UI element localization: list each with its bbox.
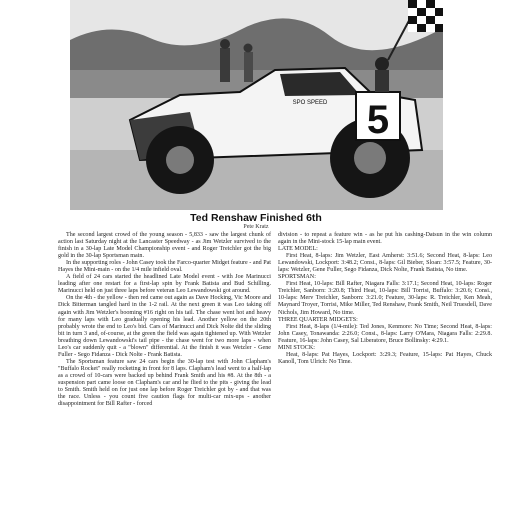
photo-drawing [70,0,443,210]
paragraph: division - to repeat a feature win - as he put his cashing-Datsun in the win column again in the Mini-stock 15-lap main event. [278,232,492,246]
car-number-text: 5 [366,98,390,142]
paragraph: In the supporting roles - John Casey took the Farco-quarter Midget feature - and Pat Hayes the Mini-main - on the 1/4 mile infield oval. [58,260,271,274]
paragraph: On the 4th - the yellow - then red came out again as Dave Hocking, Vic Moore and Dick Bitterman tangled hard in the 1-2 rail. At the next green it was Leo taking off again with Jim Wetzler's booming #16 right on his tail. The chase went hot and heavy for many laps with Leo gradually opening his lead. Another yellow on the 20th probably wrote the end to Leo's bid. Cars of Marinucci and Dick Nolte did the sliding bit in turn 3 and, of-course, at the green the field was again tightened up. With Wetzler breathing down Lewandowski's tail pipe - the chase went for two more laps - when Leo's car suddenly quit - a "blown" differential. At the finish it was Wetzler - Gene Fuller - Sego Fidanza - Dick Nolte - Frank Batista. [58,295,271,358]
paragraph: The Sportsman feature saw 24 cars begin the 30-lap test with John Clapham's "Buffalo Rocket" really rocketing in front for 8 laps. Clapham's lead went to a half-lap as a crowd of 10-cars were backed up behind Frank Smith and his #8. At the 8th - a suspension part came loose on Clapham's car and he flied to the pits - giving the lead to Smith. Smith held on for just one lap before Roger Treichler got by - and that was the race. Unless - you count five caution flags for multi-car mix-ups - another disappointment for Bill Rafter - forced [58,358,271,408]
results-heading: LATE MODEL: [278,246,318,253]
results-paragraph: First Heat, 8-laps (1/4-mile): Ted Jones, Kenmore: No Time; Second Heat, 8-laps: John Casey, Tonawanda: 2:26.0; Consi., 8-laps: Larry O'Mara, Niagara Falls: 2:29.8. Feature, 16-laps: John Casey, Sal Liberatore, Bruce Bollinsky: 4:29.1. [278,323,492,344]
paragraph: A field of 24 cars started the headlined Late Model event - with Joe Marinucci leading after one restart for a first-lap spin by Frank Batista and Bud Schilling. Marinucci held on just three laps before veteran Leo Lewandowski got around. [58,274,271,295]
photo-caption: Ted Renshaw Finished 6th [190,212,322,224]
race-car-photo [70,0,443,210]
results-paragraph: Heat, 8-laps: Pat Hayes, Lockport: 3:29.3; Feature, 15-laps: Pat Hayes, Chuck Kanoll, Tom Ulrich: No Time. [278,351,492,365]
paragraph: The second largest crowd of the young season - 5,833 - saw the largest chunk of action last Saturday night at the Lancaster Speedway - as Jim Wetzler survived to the finish in a 30-lap Late Model Championship event - and Roger Treichler got the big gold in the 30-lap Sportsman main. [58,232,271,260]
results-heading: THREE QUARTER MIDGETS: [278,316,358,323]
car-lettering-text: SPO SPEED [292,100,328,106]
results-paragraph: First Heat, 8-laps: Jim Wetzler, East Amherst: 3:51.6; Second Heat, 8-laps: Leo Lewandowski, Lockport: 3:48.2; Consi., 8-laps: Gil Bieber, Sloan: 3:57.5; Feature, 30-laps: Wetzler, Gene Fuller, Sego Fidanza, Dick Nolte, Frank Batista, No time. [278,253,492,274]
results-heading: MINI STOCK: [278,344,315,351]
article-right-column [278,232,492,366]
results-paragraph: First Heat, 10-laps: Bill Rafter, Niagara Falls: 3:17.1; Second Heat, 10-laps: Roger Treichler, Sanborn: 3:20.8; Third Heat, 10-laps: Bill Torrisi, Buffalo: 3:20.6; Consi., 10-laps: Merv Treichler, Sanborn: 3:21.0; Feature, 30-laps: R. Treichler, Ken Meah, Maynard Troyer, Torrisi, Mike Miller, Ted Renshaw, Frank Smith, Neil Truesdell, Dave Nichols, Jim Howard, No time. [278,281,492,316]
results-heading: SPORTSMAN: [278,274,316,281]
article-left-column [58,232,271,408]
byline: Pete Kratz [243,224,269,230]
